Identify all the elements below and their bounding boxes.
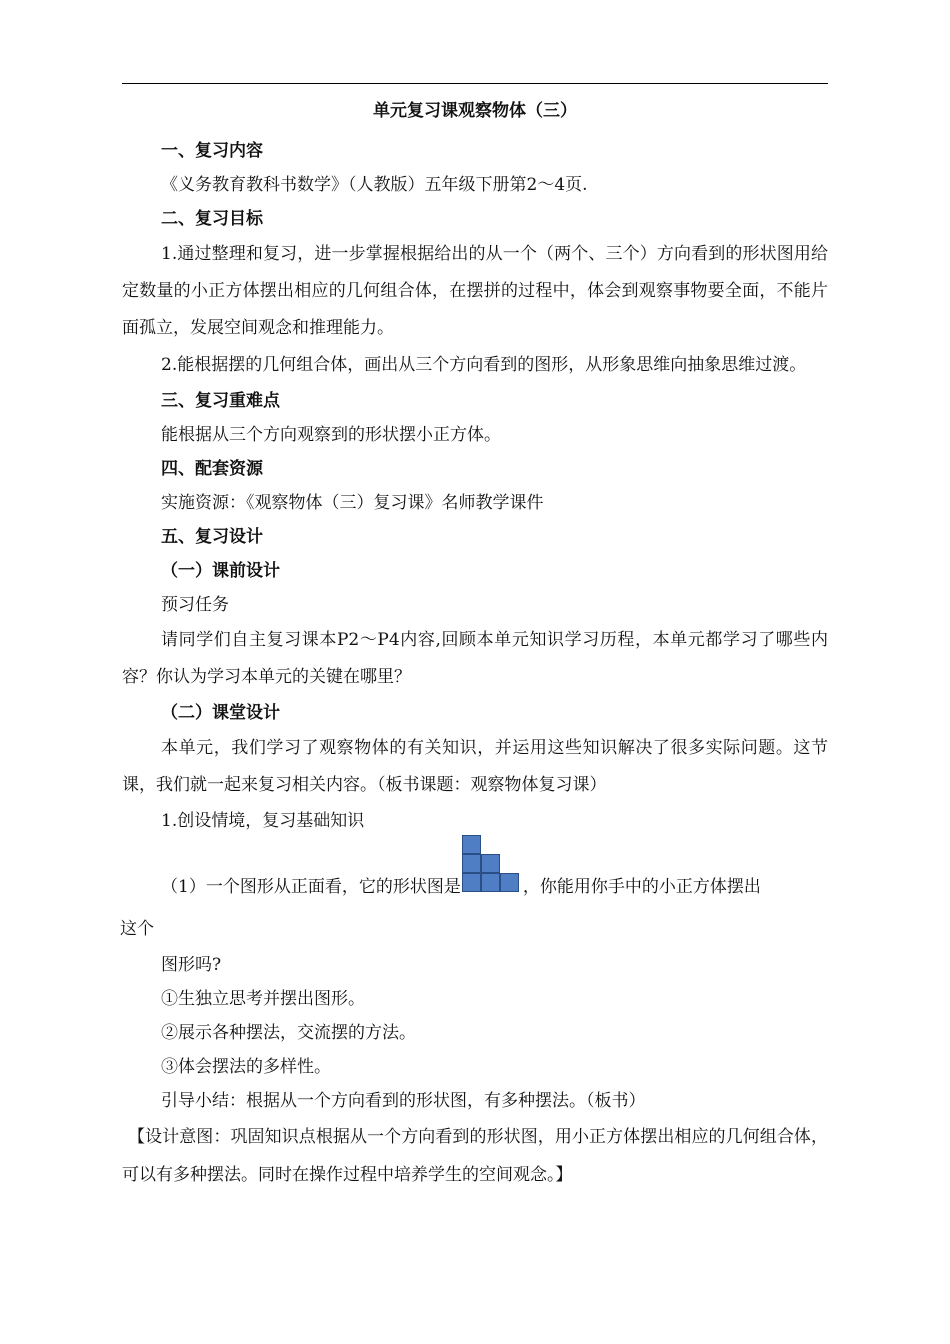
- resources-text: 实施资源：《观察物体（三）复习课》名师教学课件: [161, 493, 544, 513]
- doc-title: 单元复习课观察物体（三）: [373, 101, 577, 121]
- content-text: 《义务教育教科书数学》（人教版）五年级下册第2～4页.: [161, 175, 588, 195]
- summary-text: 引导小结：根据从一个方向看到的形状图，有多种摆法。（板书）: [161, 1091, 646, 1111]
- section-heading-goals: 二、复习目标: [161, 209, 263, 229]
- question-1-line: [122, 838, 828, 904]
- question-1-after: ，你能用你手中的小正方体摆出: [522, 877, 761, 897]
- goal-1: 1.通过整理和复习，进一步掌握根据给出的从一个（两个、三个）方向看到的形状图用给定数量的小正方体摆出相应的几何组合体，在摆拼的过程中，体会到观察事物要全面，不能片面孤立，发展空间观念和推理能力。: [122, 244, 828, 338]
- question-1-before: （1）一个图形从正面看，它的形状图是: [161, 877, 461, 897]
- subheading-pre-class: （一）课前设计: [161, 561, 280, 581]
- section-heading-resources: 四、配套资源: [161, 459, 263, 479]
- list-item: ③体会摆法的多样性。: [161, 1057, 331, 1077]
- question-1-tail: 这个: [120, 919, 154, 939]
- list-item: ①生独立思考并摆出图形。: [161, 989, 365, 1009]
- list-item: ②展示各种摆法，交流摆的方法。: [161, 1023, 416, 1043]
- design-intent: 【设计意图：巩固知识点根据从一个方向看到的形状图，用小正方体摆出相应的几何组合体，可以有多种摆法。同时在操作过程中培养学生的空间观念。】: [122, 1127, 828, 1185]
- question-1-cont: 图形吗?: [161, 955, 222, 975]
- section-heading-design: 五、复习设计: [161, 527, 263, 547]
- front-view-cubes-icon: [462, 835, 522, 895]
- header-rule: [122, 83, 828, 84]
- document-body: [122, 98, 828, 1194]
- class-intro: 本单元，我们学习了观察物体的有关知识，并运用这些知识解决了很多实际问题。这节课，我们就一起来复习相关内容。（板书课题：观察物体复习课）: [122, 738, 828, 795]
- subheading-in-class: （二）课堂设计: [161, 703, 280, 723]
- key-points-text: 能根据从三个方向观察到的形状摆小正方体。: [161, 425, 501, 445]
- section-heading-content: 一、复习内容: [161, 141, 263, 161]
- goal-2: 2.能根据摆的几何组合体，画出从三个方向看到的图形，从形象思维向抽象思维过渡。: [161, 355, 807, 375]
- step-1-title: 1.创设情境，复习基础知识: [161, 811, 365, 831]
- section-heading-key-points: 三、复习重难点: [161, 391, 280, 411]
- preview-task-label: 预习任务: [161, 595, 229, 615]
- preview-task-text: 请同学们自主复习课本P2～P4内容,回顾本单元知识学习历程，本单元都学习了哪些内容？你认为学习本单元的关键在哪里？: [122, 630, 828, 687]
